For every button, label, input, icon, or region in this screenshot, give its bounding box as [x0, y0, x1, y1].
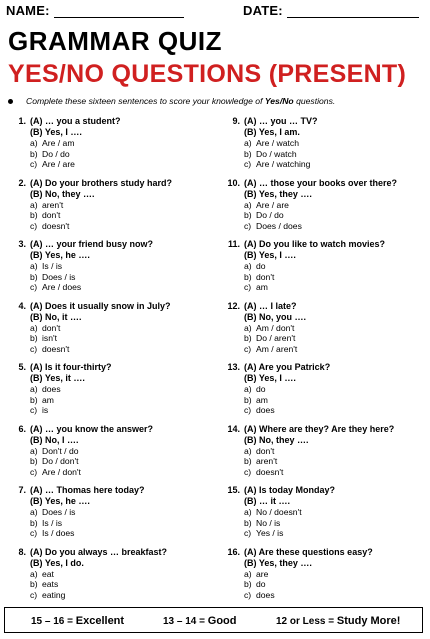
option-text: Don't / do	[42, 445, 79, 456]
option-text: Do / aren't	[256, 333, 296, 344]
question-body	[244, 485, 429, 539]
question-body	[244, 239, 429, 293]
answer-option[interactable]	[244, 384, 429, 395]
score-range: 12 or Less =	[276, 616, 337, 627]
option-letter: a)	[30, 261, 38, 271]
option-letter: b)	[30, 271, 38, 282]
option-text: Is / is	[42, 517, 63, 528]
option-text: eat	[42, 568, 54, 579]
score-label: Good	[207, 615, 237, 627]
option-text: do	[256, 579, 266, 590]
score-range: 15 – 16 =	[31, 616, 76, 627]
option-letter: c)	[30, 343, 38, 354]
question-line-b: (B) Yes, I ….	[30, 127, 82, 137]
question-line-a: (A) Do you like to watch movies?	[244, 239, 386, 249]
option-text: do	[256, 384, 266, 394]
answer-option[interactable]	[244, 344, 429, 355]
option-text: Are / are	[42, 159, 75, 170]
score-good	[163, 615, 236, 627]
question-body	[244, 362, 429, 416]
answer-option[interactable]	[30, 282, 215, 293]
answer-option[interactable]	[244, 200, 429, 211]
answer-option[interactable]	[30, 569, 215, 580]
question-body	[244, 178, 429, 232]
question-number: 1.	[18, 116, 26, 126]
question-number: 8.	[18, 546, 26, 557]
option-letter: a)	[30, 384, 38, 394]
option-text: am	[256, 394, 268, 405]
question-line-b: (B) Yes, I ….	[244, 250, 296, 260]
answer-option[interactable]	[244, 272, 429, 283]
question-line-b: (B) Yes, I do.	[30, 557, 84, 568]
option-letter: a)	[30, 507, 38, 517]
option-text: do	[256, 261, 266, 271]
option-text: Am / aren't	[256, 343, 298, 354]
question-number: 4.	[18, 300, 26, 311]
question-line-a: (A) Are these questions easy?	[244, 546, 373, 557]
option-letter: b)	[30, 394, 38, 405]
question-body	[30, 178, 215, 232]
option-text: doesn't	[42, 343, 70, 354]
question-number: 14.	[227, 423, 240, 434]
answer-option[interactable]	[30, 395, 215, 406]
option-letter: a)	[30, 138, 38, 148]
option-letter: c)	[244, 282, 252, 293]
question-line-a: (A) … those your books over there?	[244, 177, 398, 188]
answer-option[interactable]	[30, 467, 215, 478]
answer-option[interactable]	[244, 138, 429, 149]
question-line-b: (B) Yes, he ….	[30, 250, 90, 260]
question-number: 7.	[18, 485, 26, 495]
question-body	[30, 116, 215, 170]
answer-option[interactable]	[244, 210, 429, 221]
option-text: don't	[42, 322, 61, 333]
answer-option[interactable]	[30, 210, 215, 221]
answer-option[interactable]	[30, 384, 215, 395]
question-number: 13.	[227, 362, 240, 372]
option-text: eating	[42, 589, 66, 600]
option-letter: a)	[244, 322, 252, 333]
option-letter: b)	[244, 210, 252, 221]
option-letter: b)	[30, 517, 38, 528]
scoring-key	[4, 607, 423, 633]
question-body	[30, 301, 215, 355]
option-text: are	[256, 568, 269, 579]
score-label: Excellent	[75, 615, 125, 627]
option-text: doesn't	[256, 466, 284, 477]
answer-option[interactable]	[244, 528, 429, 539]
question-line-a: (A) … you … TV?	[244, 116, 318, 126]
answer-option[interactable]	[30, 344, 215, 355]
name-field[interactable]	[6, 3, 184, 18]
option-text: aren't	[42, 199, 64, 210]
option-text: Do / watch	[256, 148, 297, 159]
question-line-b: (B) No, I ….	[30, 434, 79, 445]
question-line-a: (A) Is today Monday?	[244, 485, 336, 495]
question-line-a: (A) Are you Patrick?	[244, 362, 331, 372]
answer-option[interactable]	[30, 159, 215, 170]
option-text: Does / does	[256, 220, 302, 231]
option-text: Do / do	[42, 148, 70, 159]
instruction-text-after: questions.	[293, 96, 336, 106]
question-line-a: (A) … you a student?	[30, 116, 121, 126]
question-body	[30, 362, 215, 416]
answer-option[interactable]	[30, 528, 215, 539]
option-letter: b)	[30, 456, 38, 467]
question-line-a: (A) Do your brothers study hard?	[30, 177, 173, 188]
question-number: 3.	[18, 239, 26, 249]
option-letter: a)	[30, 568, 38, 579]
question-line-b: (B) … it ….	[244, 496, 290, 506]
option-letter: c)	[30, 589, 38, 600]
question-body	[244, 424, 429, 478]
option-text: Am / don't	[256, 322, 295, 333]
option-text: is	[42, 405, 49, 416]
option-letter: c)	[30, 159, 38, 170]
option-text: does	[256, 405, 275, 416]
answer-option[interactable]	[30, 200, 215, 211]
option-letter: a)	[244, 445, 252, 456]
question-number: 11.	[227, 239, 240, 249]
option-letter: c)	[30, 220, 38, 231]
question-line-a: (A) … Thomas here today?	[30, 485, 145, 495]
instruction-text-bold: Yes/No	[264, 96, 294, 106]
option-text: Is / does	[42, 528, 75, 539]
option-letter: a)	[244, 199, 252, 210]
option-text: Do / do	[256, 210, 284, 221]
question-line-a: (A) Does it usually snow in July?	[30, 300, 171, 311]
option-letter: b)	[30, 148, 38, 159]
answer-option[interactable]	[30, 405, 215, 416]
answer-option[interactable]	[30, 333, 215, 344]
name-label: NAME:	[6, 3, 50, 18]
option-letter: b)	[30, 210, 38, 221]
option-text: don't	[42, 210, 61, 221]
answer-option[interactable]	[30, 323, 215, 334]
score-study-more	[276, 615, 400, 627]
name-blank-line[interactable]	[54, 6, 184, 18]
option-letter: b)	[244, 579, 252, 590]
question-number: 2.	[18, 177, 26, 188]
option-text: Do / don't	[42, 456, 79, 467]
option-letter: c)	[244, 528, 252, 539]
question-number: 9.	[232, 116, 240, 126]
option-text: Yes / is	[256, 528, 284, 539]
answer-option[interactable]	[244, 282, 429, 293]
question-number: 15.	[227, 485, 240, 495]
question-number: 5.	[18, 362, 26, 372]
option-text: Does / is	[42, 271, 76, 282]
answer-option[interactable]	[30, 446, 215, 457]
option-text: don't	[256, 271, 275, 282]
option-text: don't	[256, 445, 275, 456]
option-letter: b)	[244, 517, 252, 528]
option-text: am	[256, 282, 268, 293]
answer-option[interactable]	[244, 333, 429, 344]
option-text: am	[42, 394, 54, 405]
answer-option[interactable]	[244, 590, 429, 601]
option-text: doesn't	[42, 220, 70, 231]
answer-option[interactable]	[244, 467, 429, 478]
answer-option[interactable]	[244, 149, 429, 160]
question-body	[30, 547, 215, 601]
option-letter: c)	[30, 528, 38, 539]
option-text: Are / are	[256, 199, 289, 210]
question-body	[244, 547, 429, 601]
date-field[interactable]	[243, 3, 419, 18]
answer-option[interactable]	[244, 456, 429, 467]
option-letter: c)	[244, 220, 252, 231]
question-number: 16.	[227, 546, 240, 557]
option-text: isn't	[42, 333, 58, 344]
option-letter: c)	[30, 405, 38, 416]
question-line-b: (B) Yes, they ….	[244, 188, 312, 199]
answer-option[interactable]	[30, 272, 215, 283]
score-label: Study More!	[336, 615, 401, 627]
option-letter: b)	[30, 579, 38, 590]
option-text: No / doesn't	[256, 507, 302, 517]
answer-option[interactable]	[244, 579, 429, 590]
instructions	[8, 96, 426, 106]
question-line-a: (A) … your friend busy now?	[30, 239, 153, 249]
question-line-a: (A) … you know the answer?	[30, 423, 154, 434]
option-letter: c)	[244, 589, 252, 600]
option-letter: b)	[244, 271, 252, 282]
answer-option[interactable]	[30, 579, 215, 590]
bullet-icon	[8, 99, 13, 104]
answer-option[interactable]	[244, 221, 429, 232]
question-number: 10.	[227, 177, 240, 188]
question-body	[30, 239, 215, 293]
instruction-text-before: Complete these sixteen sentences to score your knowledge of	[26, 96, 265, 106]
question-line-b: (B) Yes, it ….	[30, 373, 85, 383]
option-letter: a)	[30, 322, 38, 333]
option-letter: c)	[244, 159, 252, 170]
option-text: Does / is	[42, 507, 76, 517]
option-text: eats	[42, 579, 59, 590]
page-title: GRAMMAR QUIZ	[8, 26, 222, 56]
option-letter: c)	[30, 282, 38, 293]
option-letter: a)	[30, 445, 38, 456]
question-line-a: (A) Is it four-thirty?	[30, 362, 112, 372]
answer-option[interactable]	[30, 261, 215, 272]
answer-option[interactable]	[30, 149, 215, 160]
answer-option[interactable]	[30, 518, 215, 529]
answer-option[interactable]	[244, 159, 429, 170]
option-letter: a)	[244, 261, 252, 271]
option-text: Are / am	[42, 138, 75, 148]
option-text: Is / is	[42, 261, 63, 271]
option-text: Are / does	[42, 282, 82, 293]
question-line-a: (A) … I late?	[244, 300, 297, 311]
option-text: does	[42, 384, 61, 394]
option-letter: a)	[244, 507, 252, 517]
answer-option[interactable]	[244, 518, 429, 529]
answer-option[interactable]	[244, 569, 429, 580]
option-letter: b)	[30, 333, 38, 344]
answer-option[interactable]	[30, 138, 215, 149]
question-line-b: (B) No, it ….	[30, 311, 82, 322]
question-line-b: (B) Yes, he ….	[30, 496, 90, 506]
question-line-b: (B) Yes, I ….	[244, 373, 296, 383]
option-letter: a)	[244, 138, 252, 148]
answer-option[interactable]	[244, 446, 429, 457]
question-line-b: (B) No, they ….	[244, 434, 309, 445]
question-line-a: (A) Where are they? Are they here?	[244, 423, 395, 434]
question-number: 12.	[227, 300, 240, 311]
answer-option[interactable]	[244, 323, 429, 334]
option-text: does	[256, 589, 275, 600]
answer-option[interactable]	[244, 261, 429, 272]
question-body	[244, 301, 429, 355]
option-letter: c)	[244, 466, 252, 477]
answer-option[interactable]	[244, 395, 429, 406]
option-text: Are / watching	[256, 159, 311, 170]
question-line-a: (A) Do you always … breakfast?	[30, 546, 168, 557]
option-text: aren't	[256, 456, 278, 467]
option-letter: a)	[244, 384, 252, 394]
date-label: DATE:	[243, 3, 283, 18]
option-letter: b)	[244, 148, 252, 159]
option-letter: c)	[244, 405, 252, 416]
answer-option[interactable]	[30, 507, 215, 518]
question-body	[30, 424, 215, 478]
option-letter: b)	[244, 456, 252, 467]
question-line-b: (B) No, they ….	[30, 188, 95, 199]
option-text: Are / don't	[42, 466, 81, 477]
question-body	[244, 116, 429, 170]
question-number: 6.	[18, 423, 26, 434]
question-line-b: (B) Yes, they ….	[244, 557, 312, 568]
option-letter: a)	[244, 568, 252, 579]
answer-option[interactable]	[30, 590, 215, 601]
score-excellent	[31, 615, 124, 627]
page-subtitle: YES/NO QUESTIONS (PRESENT)	[8, 60, 407, 88]
question-line-b: (B) Yes, I am.	[244, 127, 300, 137]
answer-option[interactable]	[244, 405, 429, 416]
option-letter: b)	[244, 333, 252, 344]
question-body	[30, 485, 215, 539]
option-letter: b)	[244, 394, 252, 405]
option-text: No / is	[256, 517, 281, 528]
option-letter: c)	[30, 466, 38, 477]
date-blank-line[interactable]	[287, 6, 419, 18]
question-line-b: (B) No, you ….	[244, 311, 306, 322]
answer-option[interactable]	[244, 507, 429, 518]
answer-option[interactable]	[30, 221, 215, 232]
option-letter: c)	[244, 343, 252, 354]
option-letter: a)	[30, 199, 38, 210]
answer-option[interactable]	[30, 456, 215, 467]
option-text: Are / watch	[256, 138, 299, 148]
score-range: 13 – 14 =	[163, 616, 208, 627]
